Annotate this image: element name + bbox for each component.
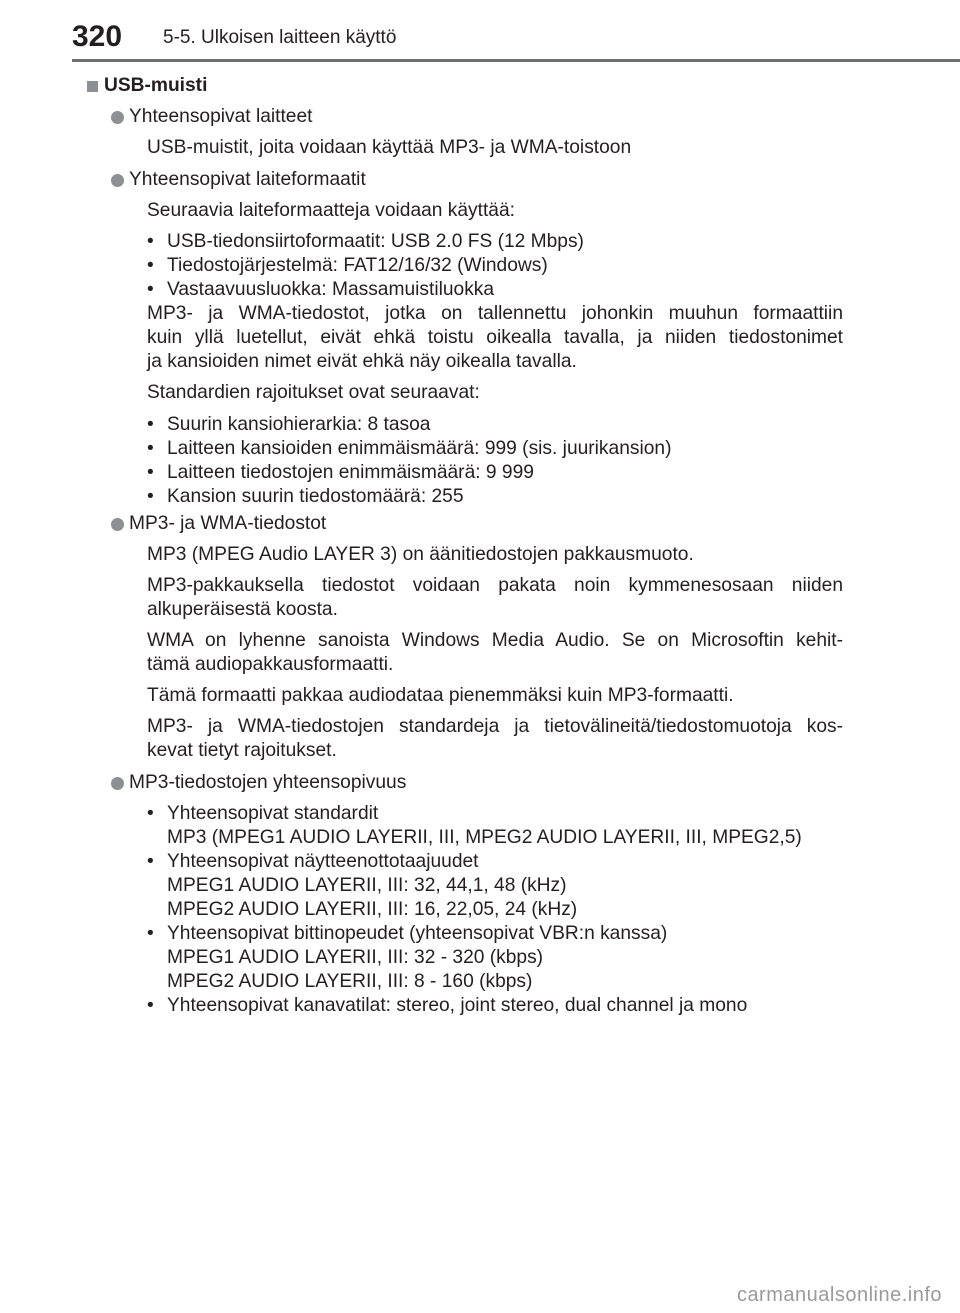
paragraph: Seuraavia laiteformaatteja voidaan käyttää: [147,200,515,221]
list-subitem: MPEG2 AUDIO LAYERII, III: 16, 22,05, 24 (kHz) [167,899,578,920]
subsection-title: MP3-tiedostojen yhteensopivuus [129,771,406,795]
paragraph-line: kevat tietyt rajoitukset. [147,740,337,761]
paragraph-line: WMA on lyhenne sanoista Windows Media Audio. Se on Microsoftin kehit- [147,630,843,651]
paragraph-line: MP3- ja WMA-tiedostot, jotka on tallennettu johonkin muuhun formaattiin [147,303,843,324]
paragraph-line: MP3- ja WMA-tiedostojen standardeja ja tietovälineitä/tiedostomuotoja kos- [147,716,843,737]
subsection-title: Yhteensopivat laiteformaatit [129,168,366,192]
paragraph: USB-muistit, joita voidaan käyttää MP3- ja WMA-toistoon [147,137,632,158]
subsection-title: Yhteensopivat laitteet [129,105,312,129]
paragraph-line: kuin yllä luetellut, eivät ehkä toistu oikealla tavalla, ja niiden tiedostonimet [147,327,843,348]
circle-bullet-icon [111,777,124,790]
circle-bullet-icon [111,518,124,531]
list-subitem: MPEG2 AUDIO LAYERII, III: 8 - 160 (kbps) [167,971,533,992]
page-number: 320 [72,20,123,53]
circle-bullet-icon [111,111,124,124]
paragraph: Tämä formaatti pakkaa audiodataa pienemmäksi kuin MP3-formaatti. [147,685,734,706]
paragraph-line: MP3-pakkauksella tiedostot voidaan pakata noin kymmenesosaan niiden [147,575,843,596]
header-divider [72,59,960,62]
section-title: USB-muisti [104,74,207,98]
chapter-title: 5-5. Ulkoisen laitteen käyttö [163,27,397,48]
watermark: carmanualsonline.info [736,1284,942,1306]
list-subitem: MPEG1 AUDIO LAYERII, III: 32 - 320 (kbps) [167,947,544,968]
list-subitem: MP3 (MPEG1 AUDIO LAYERII, III, MPEG2 AUDIO LAYERII, III, MPEG2,5) [167,827,802,848]
subsection-title: MP3- ja WMA-tiedostot [129,512,326,536]
circle-bullet-icon [111,174,124,187]
paragraph: MP3 (MPEG Audio LAYER 3) on äänitiedostojen pakkausmuoto. [147,544,694,565]
list-subitem: MPEG1 AUDIO LAYERII, III: 32, 44,1, 48 (kHz) [167,875,567,896]
paragraph-line: alkuperäisestä koosta. [147,599,338,620]
square-bullet-icon [87,81,98,92]
paragraph-line: ja kansioiden nimet eivät ehkä näy oikealla tavalla. [147,351,577,372]
paragraph-line: tämä audiopakkausformaatti. [147,654,394,675]
page-header [0,0,960,60]
paragraph: Standardien rajoitukset ovat seuraavat: [147,382,480,403]
